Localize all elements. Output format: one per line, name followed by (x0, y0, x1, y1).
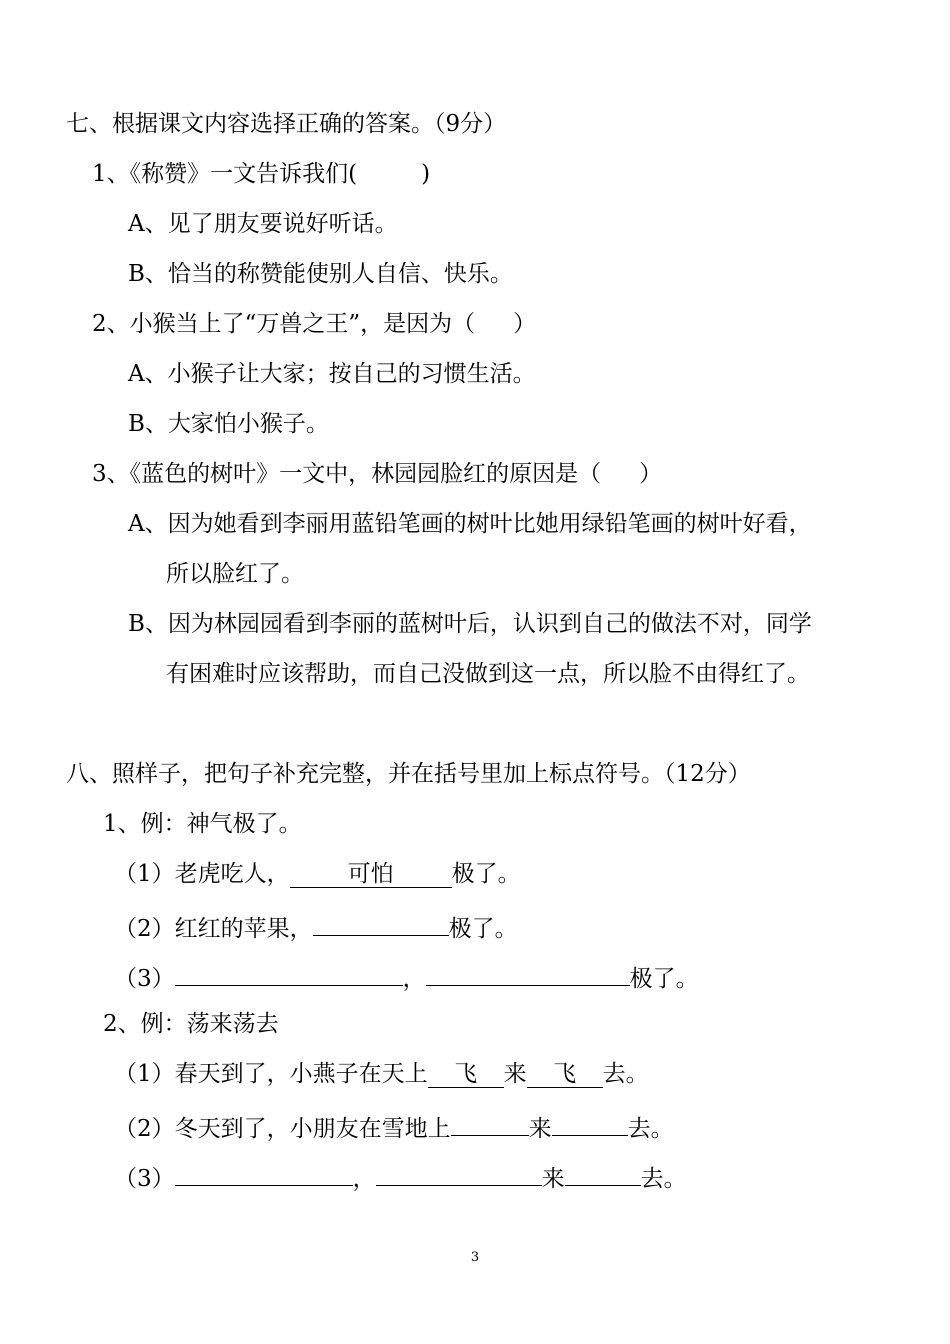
part-2-line-2 (114, 1109, 674, 1144)
section-7-title: 七、根据课文内容选择正确的答案。（9分） (66, 111, 507, 137)
part-1-line-2-prefix: （2）红红的苹果， (114, 916, 313, 942)
part-2-line-3-mid: 来 (541, 1166, 565, 1192)
part-2-line-1-suffix: 去。 (602, 1061, 649, 1087)
section-8-title: 八、照样子，把句子补充完整，并在括号里加上标点符号。（12分） (66, 761, 751, 787)
filled-blank: 飞 (428, 1061, 504, 1088)
question-2-close: ） (513, 311, 537, 337)
answer-blank[interactable] (552, 1109, 628, 1136)
part-2-line-3-prefix: （3） (114, 1166, 175, 1192)
part-2-line-3-comma: ， (352, 1166, 376, 1192)
question-1-close: ) (421, 161, 431, 187)
question-3-stem: 3、《蓝色的树叶》一文中，林园园脸红的原因是（ (92, 461, 602, 487)
part-2-line-3 (114, 1159, 687, 1194)
part-2-line-2-prefix: （2）冬天到了，小朋友在雪地上 (114, 1116, 451, 1142)
question-3-option-b-line-1: B、因为林园园看到李丽的蓝树叶后，认识到自己的做法不对，同学 (128, 611, 812, 637)
answer-blank[interactable] (426, 959, 630, 986)
part-2-example: 2、例：荡来荡去 (103, 1011, 279, 1037)
answer-blank[interactable] (376, 1159, 542, 1186)
part-1-line-1 (114, 859, 521, 889)
question-3-close: ） (639, 461, 663, 487)
question-2-option-a: A、小猴子让大家；按自己的习惯生活。 (128, 361, 536, 387)
page-number: 3 (470, 1250, 480, 1265)
question-2-stem: 2、小猴当上了“万兽之王”，是因为（ (92, 311, 476, 337)
part-1-line-2-suffix: 极了。 (448, 916, 518, 942)
part-1-line-3 (114, 959, 699, 994)
answer-blank[interactable] (313, 909, 449, 936)
answer-blank[interactable] (175, 1159, 353, 1186)
part-1-example: 1、例：神气极了。 (103, 811, 302, 837)
question-2-option-b: B、大家怕小猴子。 (128, 411, 329, 437)
part-2-line-2-suffix: 去。 (627, 1116, 674, 1142)
part-1-line-2 (114, 909, 518, 944)
answer-blank[interactable] (451, 1109, 529, 1136)
part-2-line-1-prefix: （1）春天到了，小燕子在天上 (114, 1061, 428, 1087)
question-2 (92, 309, 536, 339)
filled-blank: 可怕 (290, 861, 452, 888)
question-1-stem: 1、《称赞》一文告诉我们( (92, 161, 358, 187)
question-3-option-a-line-2: 所以脸红了。 (166, 561, 304, 587)
question-1 (92, 159, 430, 189)
question-1-option-b: B、恰当的称赞能使别人自信、快乐。 (128, 261, 513, 287)
part-2-line-2-mid: 来 (528, 1116, 552, 1142)
part-1-line-3-prefix: （3） (114, 966, 175, 992)
part-1-line-1-prefix: （1）老虎吃人， (114, 861, 290, 887)
part-1-line-3-comma: ， (402, 966, 426, 992)
part-2-line-1 (114, 1059, 649, 1089)
question-3-option-a-line-1: A、因为她看到李丽用蓝铅笔画的树叶比她用绿铅笔画的树叶好看， (128, 511, 812, 537)
part-1-line-3-suffix: 极了。 (629, 966, 699, 992)
question-3-option-b-line-2: 有困难时应该帮助，而自己没做到这一点，所以脸不由得红了。 (166, 661, 810, 687)
part-1-line-1-suffix: 极了。 (451, 861, 521, 887)
question-3 (92, 459, 662, 489)
answer-blank[interactable] (565, 1159, 641, 1186)
question-1-option-a: A、见了朋友要说好听话。 (128, 211, 398, 237)
part-2-line-3-suffix: 去。 (640, 1166, 687, 1192)
part-2-line-1-mid: 来 (503, 1061, 527, 1087)
answer-blank[interactable] (175, 959, 403, 986)
filled-blank: 飞 (527, 1061, 603, 1088)
